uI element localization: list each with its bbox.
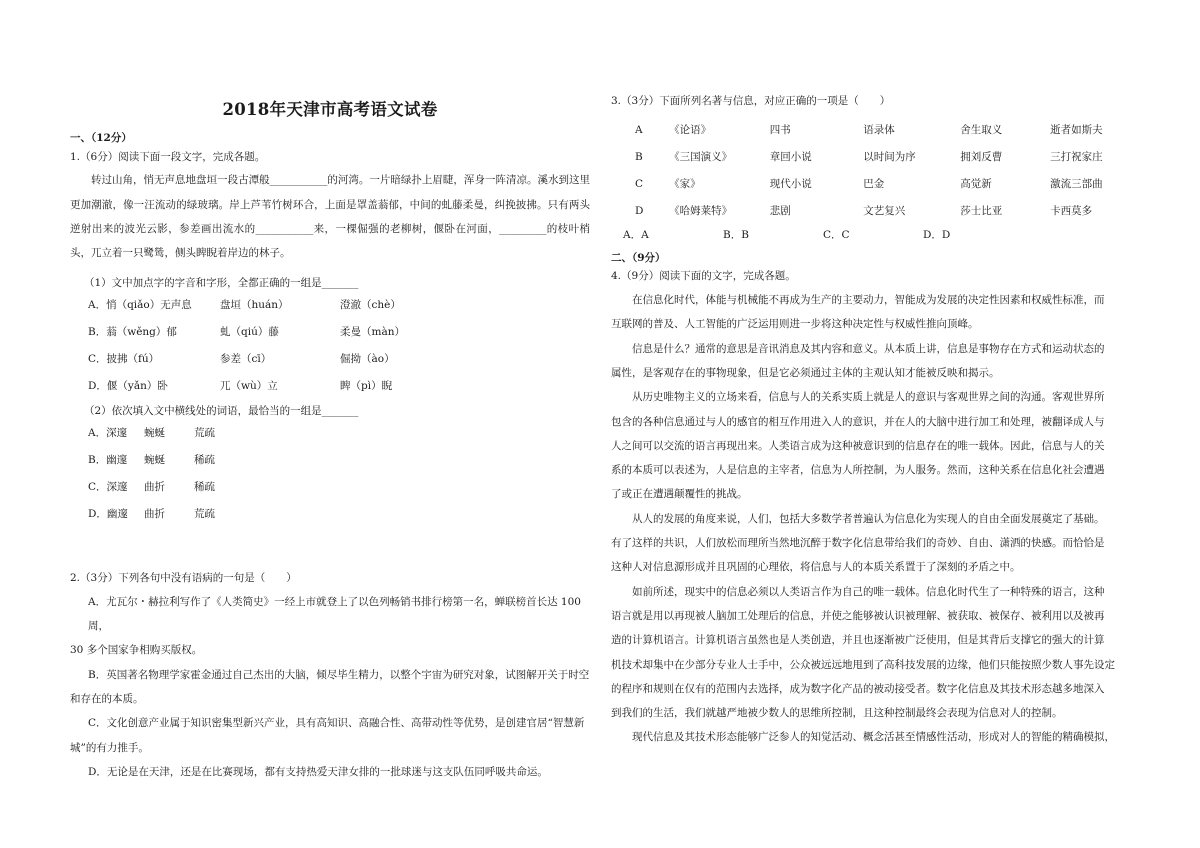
q3-cell: B	[635, 150, 643, 163]
q3-cell: 莎士比亚	[960, 204, 1003, 217]
option-cell: C．披拂（fú）	[88, 352, 160, 365]
q4-passage-line: 了或正在遭遇颠覆性的挑战。	[611, 488, 748, 501]
section-heading-1: 一、（12分）	[70, 132, 132, 145]
q2-stem: 2.（3分）下列各句中没有语病的一句是（ ）	[70, 572, 297, 585]
q3-row-d	[635, 198, 1131, 225]
option-cell: A．深邃	[88, 427, 128, 440]
q3-answer: D．D	[923, 229, 951, 242]
q3-answer: C．C	[823, 229, 850, 242]
q3-answer: A．A	[623, 229, 649, 242]
option-cell: 曲折	[144, 481, 165, 494]
q4-passage-line: 互联网的普及、人工智能的广泛运用则进一步将这种决定性与权威性推向顶峰。	[611, 318, 979, 331]
left-column	[70, 94, 590, 784]
q3-table	[635, 117, 1131, 225]
q4-passage-line: 机技术却集中在少部分专业人士手中，公众被远远地甩到了高科技发展的边缘，他们只能按照少数人事先设定	[611, 658, 1115, 671]
q2-option-d: D．无论是在天津，还是在比赛现场，都有支持热爱天津女排的一批球迷与这支队伍同呼吸共命运。	[88, 765, 548, 778]
option-cell: 稀疏	[194, 481, 215, 494]
q3-cell: 卡西莫多	[1050, 204, 1093, 217]
q3-cell: 四书	[769, 123, 791, 136]
q1-sub1-option-a	[88, 296, 590, 313]
q1-sub2-option-a	[88, 425, 590, 442]
q3-cell: 《论语》	[669, 123, 712, 136]
q3-cell: D	[635, 204, 644, 217]
q2-option-c-cont: 城”的有力推手。	[70, 741, 149, 754]
q4-passage-line: 人之间可以交流的语言再现出来。人类语言成为这种被意识到的信息存在的唯一载体。因此，信息与人的关	[611, 439, 1105, 452]
q3-cell: 《哈姆莱特》	[669, 204, 733, 217]
q1-sub1-option-c	[88, 350, 590, 367]
q2-option-a-cont: 30 多个国家争相购买版权。	[70, 644, 203, 657]
option-cell: 柔曼（màn）	[340, 325, 405, 338]
option-cell: B．蓊（wěng）郁	[88, 325, 177, 338]
q1-sub2-option-d	[88, 506, 590, 523]
q4-passage-line: 在信息化时代，体能与机械能不再成为生产的主要动力，智能成为发展的决定性因素和权威性标准，而	[632, 294, 1105, 307]
q4-passage-line: 有了这样的共识，人们放松而理所当然地沉醉于数字化信息带给我们的奇妙、自由、潇洒的快感。而恰恰是	[611, 537, 1105, 550]
q1-stem: 1.（6分）阅读下面一段文字，完成各题。	[70, 150, 266, 163]
q4-stem: 4.（9分）阅读下面的文字，完成各题。	[611, 270, 796, 283]
q3-cell: 舍生取义	[960, 123, 1003, 136]
q3-cell: 《三国演义》	[669, 150, 733, 163]
q1-sub1-option-b	[88, 323, 590, 340]
q3-cell: 激流三部曲	[1050, 177, 1103, 190]
q4-passage-line: 从历史唯物主义的立场来看，信息与人的关系实质上就是人的意识与客观世界之间的沟通。客观世界所	[632, 391, 1105, 404]
q4-passage-line: 包含的各种信息通过与人的感官的相互作用进入人的意识，并在人的大脑中进行加工和处理，被翻译成人与	[611, 415, 1105, 428]
option-cell: 虬（qiú）藤	[220, 325, 279, 338]
q4-passage-line: 信息是什么？通常的意思是音讯消息及其内容和意义。从本质上讲，信息是事物存在方式和运动状态的	[632, 342, 1105, 355]
right-column	[611, 94, 1131, 750]
q3-cell: 逝者如斯夫	[1050, 123, 1103, 136]
q4-passage-line: 到我们的生活，我们就越严地被少数人的思维所控制，且这种控制最终会表现为信息对人的控制。	[611, 707, 1063, 720]
q4-passage-line: 系的本质可以表述为，人是信息的主宰者，信息为人所控制，为人服务。然而，这种关系在信息化社会遭遇	[611, 464, 1105, 477]
q3-cell: A	[635, 123, 643, 136]
q3-cell: 巴金	[863, 177, 885, 190]
q3-answer-choices	[623, 227, 1131, 245]
q3-cell: 以时间为序	[863, 150, 916, 163]
option-cell: 参差（cī）	[220, 352, 272, 365]
q3-cell: 悲剧	[769, 204, 791, 217]
q3-row-a	[635, 117, 1131, 144]
option-cell: 倔拗（ào）	[340, 352, 395, 365]
q3-cell: C	[635, 177, 644, 190]
q4-passage-line: 如前所述，现实中的信息必须以人类语言作为自己的唯一载体。信息化时代生了一种特殊的语言，这种	[632, 585, 1105, 598]
q1-sub2-option-c	[88, 479, 590, 496]
q3-cell: 章回小说	[769, 150, 812, 163]
q3-cell: 文艺复兴	[863, 204, 906, 217]
q3-answer: B．B	[723, 229, 749, 242]
q4-passage-line: 语言就是用以再现被人脑加工处理后的信息，并使之能够被认识被理解、被获取、被保存、被利用以及被再	[611, 609, 1105, 622]
option-cell: 稀疏	[194, 454, 215, 467]
q1-sub2-option-b	[88, 452, 590, 469]
q3-cell: 现代小说	[769, 177, 812, 190]
option-cell: A．悄（qiǎo）无声息	[88, 298, 192, 311]
option-cell: 蜿蜒	[144, 427, 165, 440]
page-title: 2018年天津市高考语文试卷	[222, 100, 438, 119]
q4-passage-line: 的程序和规则在仅有的范围内去选择，成为数字化产品的被动接受者。数字化信息及其技术形态越多地深入	[611, 682, 1105, 695]
q3-cell: 《家》	[669, 177, 701, 190]
option-cell: 睥（pì）睨	[340, 379, 393, 392]
q1-sub2-stem: （2）依次填入文中横线处的词语，最恰当的一组是_______	[84, 405, 359, 418]
option-cell: 曲折	[144, 508, 165, 521]
option-cell: 兀（wù）立	[220, 379, 278, 392]
q3-cell: 高觉新	[960, 177, 992, 190]
q4-passage-line: 这种人对信息源形成并且巩固的心理依，将信息与人的本质关系置于了深刻的矛盾之中。	[611, 561, 1021, 574]
option-cell: D．幽邃	[88, 508, 128, 521]
option-cell: 澄澈（chè）	[340, 298, 401, 311]
option-cell: C．深邃	[88, 481, 128, 494]
option-cell: 蜿蜒	[144, 454, 165, 467]
q3-row-b	[635, 144, 1131, 171]
q4-passage-line: 从人的发展的角度来说，人们，包括大多数学者普遍认为信息化为实现人的自由全面发展奠定了基础。	[632, 512, 1105, 525]
q3-cell: 语录体	[863, 123, 895, 136]
spacer	[70, 533, 590, 571]
option-cell: 盘垣（huán）	[220, 298, 289, 311]
q2-option-c: C．文化创意产业属于知识密集型新兴产业，具有高知识、高融合性、高带动性等优势，是创建官居“智慧新	[88, 717, 585, 730]
option-cell: 荒疏	[194, 427, 215, 440]
q2-option-b-cont: 和存在的本质。	[70, 692, 144, 705]
q3-cell: 三打祝家庄	[1050, 150, 1103, 163]
q1-sub1-stem: （1）文中加点字的字音和字形，全都正确的一组是_______	[84, 276, 359, 289]
q4-passage-line: 属性，是客观存在的事物现象，但是它必须通过主体的主观认知才能被反映和揭示。	[611, 366, 1000, 379]
q3-row-c	[635, 171, 1131, 198]
q4-passage	[611, 288, 1131, 750]
option-cell: D．偃（yǎn）卧	[88, 379, 168, 392]
q2-option-b: B．英国著名物理学家霍金通过自己杰出的大脑，倾尽毕生精力，以整个宇宙为研究对象，试图解开关于时空	[88, 668, 590, 681]
q3-stem: 3.（3分）下面所列名著与信息，对应正确的一项是（ ）	[611, 95, 891, 107]
q2-option-a: A．尤瓦尔・赫拉利写作了《人类简史》一经上市就登上了以色列畅销书排行榜第一名，蝉联榜首长达 100 周，	[88, 595, 581, 633]
q3-cell: 拥刘反曹	[960, 150, 1003, 163]
section-heading-2: 二、（9分）	[611, 251, 666, 264]
q1-sub1-option-d	[88, 377, 590, 394]
q1-passage: 转过山角，悄无声息地盘垣一段古潭般___________的河湾。一片暗绿扑上眉睫，浑身一阵清凉。溪水到这里更加潮澈，像一汪流动的绿玻璃。岸上芦苇竹树环合，上面是罩盖蓊郁，中间的虬藤柔曼，纠挽披拂。只有两头逆射出来的波光云影，参差画出流水的___________来，一棵倔强的老柳树，偃卧在河面，_________的枝叶梢头，兀立着一只鹭鸶，侧头睥睨着岸边的林子。	[70, 174, 590, 260]
option-cell: B．幽邃	[88, 454, 128, 467]
q4-passage-line: 造的计算机语言。计算机语言虽然也是人类创造，并且也逐渐被广泛使用，但是其背后支撑它的强大的计算	[611, 634, 1105, 647]
q4-passage-line: 现代信息及其技术形态能够广泛参人的知觉活动、概念活甚至情感性活动，形成对人的智能的精确模拟，	[632, 731, 1115, 744]
option-cell: 荒疏	[194, 508, 215, 521]
